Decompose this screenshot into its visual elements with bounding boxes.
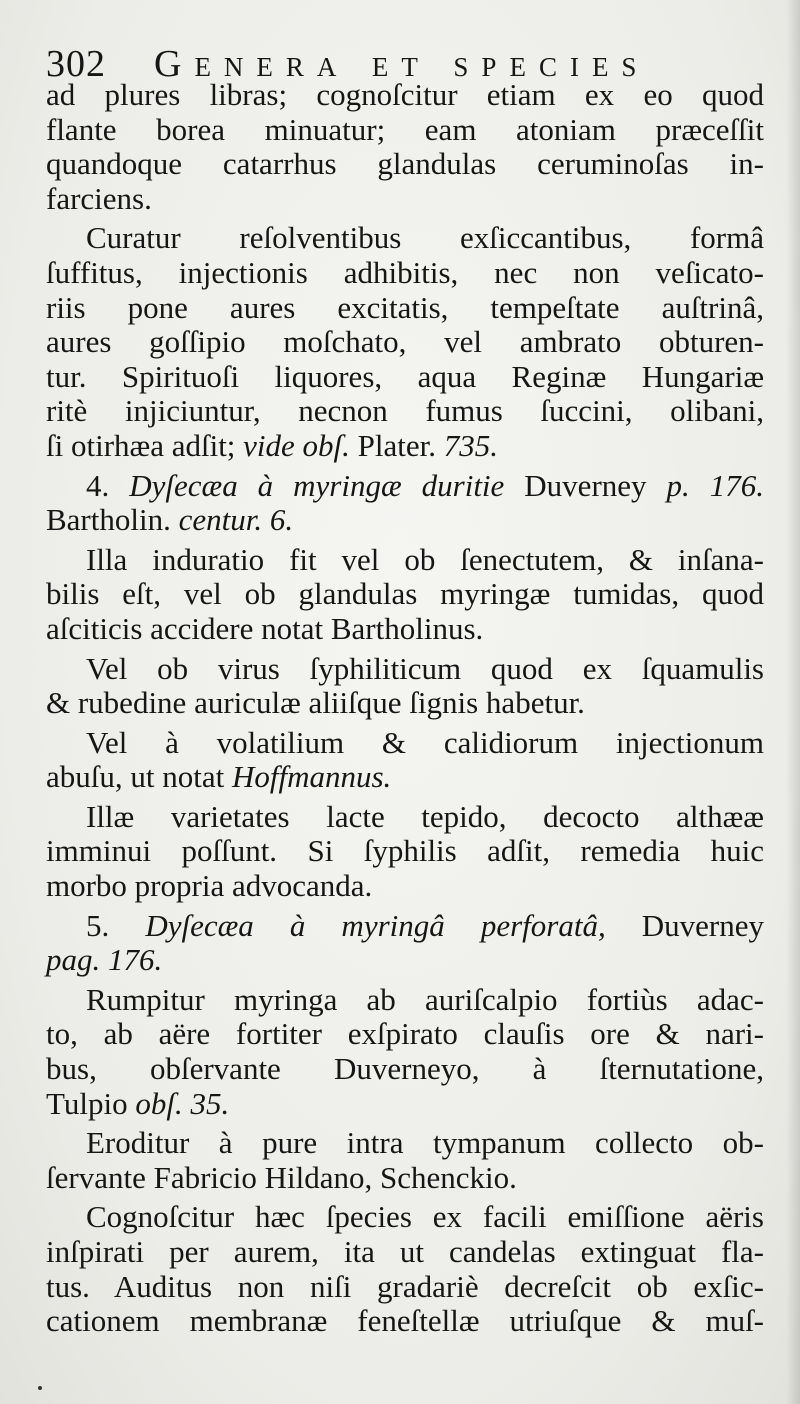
text-line	[46, 1087, 764, 1122]
text-line	[46, 543, 764, 578]
text-line	[46, 686, 764, 721]
italic-text: vide obſ.	[243, 427, 350, 463]
italic-text: p. 176.	[666, 467, 764, 503]
text-run: tur. Spirituoſi liquores, aqua Reginæ Hungariæ	[46, 358, 764, 394]
text-line	[46, 800, 764, 835]
text-line	[46, 983, 764, 1018]
italic-text: Hoffmannus.	[231, 759, 392, 795]
italic-text: obſ. 35.	[135, 1085, 230, 1121]
text-run: aſciticis accidere notat Bartholinus.	[46, 610, 484, 646]
text-run: Illa induratio fit vel ob ſenectutem, & inſana-	[86, 541, 764, 577]
text-line	[46, 1017, 764, 1052]
text-run: morbo propria advocanda.	[46, 868, 373, 904]
text-line	[46, 1270, 764, 1305]
text-line	[46, 360, 764, 395]
text-run: riis pone aures excitatis, tempeſtate auſtrinâ,	[46, 289, 764, 325]
page-number: 302	[46, 43, 106, 85]
text-line	[46, 577, 764, 612]
italic-text: Dyſecæa à myringâ perforatâ,	[145, 907, 606, 943]
text-run: ſuffitus, injectionis adhibitis, nec non veſicato-	[46, 254, 764, 290]
text-run: Rumpitur myringa ab auriſcalpio fortiùs adac-	[86, 981, 764, 1017]
text-line	[46, 652, 764, 687]
text-run: to, ab aëre fortiter exſpirato clauſis ore & nari-	[46, 1016, 764, 1052]
text-run: imminui poſſunt. Si ſyphilis adſit, remedia huic	[46, 833, 764, 869]
text-run: flante borea minuatur; eam atoniam præceſſit	[46, 111, 764, 147]
text-line	[46, 1126, 764, 1161]
text-line	[46, 147, 764, 182]
text-run: Curatur reſolventibus exſiccantibus, formâ	[86, 220, 764, 256]
text-line	[46, 291, 764, 326]
text-run: abuſu, ut notat	[46, 759, 232, 795]
text-line	[46, 182, 764, 217]
text-line	[46, 869, 764, 904]
page-edge-shadow	[786, 0, 800, 1404]
text-line	[46, 1235, 764, 1270]
text-run: ſi otirhæa adſit;	[46, 427, 244, 463]
body-text	[46, 78, 764, 1339]
text-run: bilis eſt, vel ob glandulas myringæ tumidas, quod	[46, 576, 764, 612]
text-line	[46, 221, 764, 256]
text-line	[46, 1304, 764, 1339]
text-run: tus. Auditus non niſi gradariè decreſcit ob exſic-	[46, 1268, 764, 1304]
text-line	[46, 78, 764, 113]
text-line	[46, 256, 764, 291]
italic-text: Dyſecæa à myringæ duritie	[129, 467, 505, 503]
text-run: Duverney	[605, 907, 765, 943]
running-title: Genera et species	[154, 43, 650, 85]
text-line	[46, 503, 764, 538]
text-line	[46, 113, 764, 148]
ink-speck	[38, 1386, 42, 1390]
text-run: Eroditur à pure intra tympanum collecto ob-	[86, 1125, 764, 1161]
text-line	[46, 726, 764, 761]
text-run: quandoque catarrhus glandulas ceruminoſas in-	[46, 146, 764, 182]
italic-text: 735.	[443, 427, 499, 463]
text-run: Tulpio	[46, 1085, 136, 1121]
text-line	[46, 834, 764, 869]
text-run: Illæ varietates lacte tepido, decocto althææ	[86, 798, 764, 834]
text-line	[46, 612, 764, 647]
text-run: Duverney	[504, 467, 667, 503]
text-line	[46, 1052, 764, 1087]
text-run: Bartholin.	[46, 502, 179, 538]
text-run: Cognoſcitur hæc ſpecies ex facili emiſſione aëris	[86, 1199, 764, 1235]
text-run: ritè injiciuntur, necnon fumus ſuccini, olibani,	[46, 393, 764, 429]
text-run: Plater.	[349, 427, 444, 463]
text-run: 4.	[86, 467, 130, 503]
text-line	[46, 1161, 764, 1196]
text-line	[46, 760, 764, 795]
text-line	[46, 429, 764, 464]
text-run: Vel ob virus ſyphiliticum quod ex ſquamulis	[86, 650, 764, 686]
text-run: bus, obſervante Duverneyo, à ſternutatione,	[46, 1051, 764, 1087]
text-run: inſpirati per aurem, ita ut candelas extinguat fla-	[46, 1234, 764, 1269]
text-run: farciens.	[46, 180, 152, 216]
text-line	[46, 469, 764, 504]
text-line	[46, 1200, 764, 1235]
italic-text: pag. 176.	[46, 942, 163, 978]
text-run: & rubedine auriculæ aliiſque ſignis habetur.	[46, 685, 585, 721]
text-line	[46, 325, 764, 360]
text-run: cationem membranæ feneſtellæ utriuſque & muſ-	[46, 1303, 764, 1339]
text-line	[46, 909, 764, 944]
text-line	[46, 943, 764, 978]
text-run: ſervante Fabricio Hildano, Schenckio.	[46, 1159, 517, 1195]
text-run: ad plures libras; cognoſcitur etiam ex eo quod	[46, 77, 764, 112]
italic-text: centur. 6.	[178, 502, 294, 538]
text-run: 5.	[86, 907, 146, 943]
text-run: aures goſſipio moſchato, vel ambrato obturen-	[46, 324, 764, 360]
text-line	[46, 394, 764, 429]
text-run: Vel à volatilium & calidiorum injectionum	[86, 724, 764, 760]
